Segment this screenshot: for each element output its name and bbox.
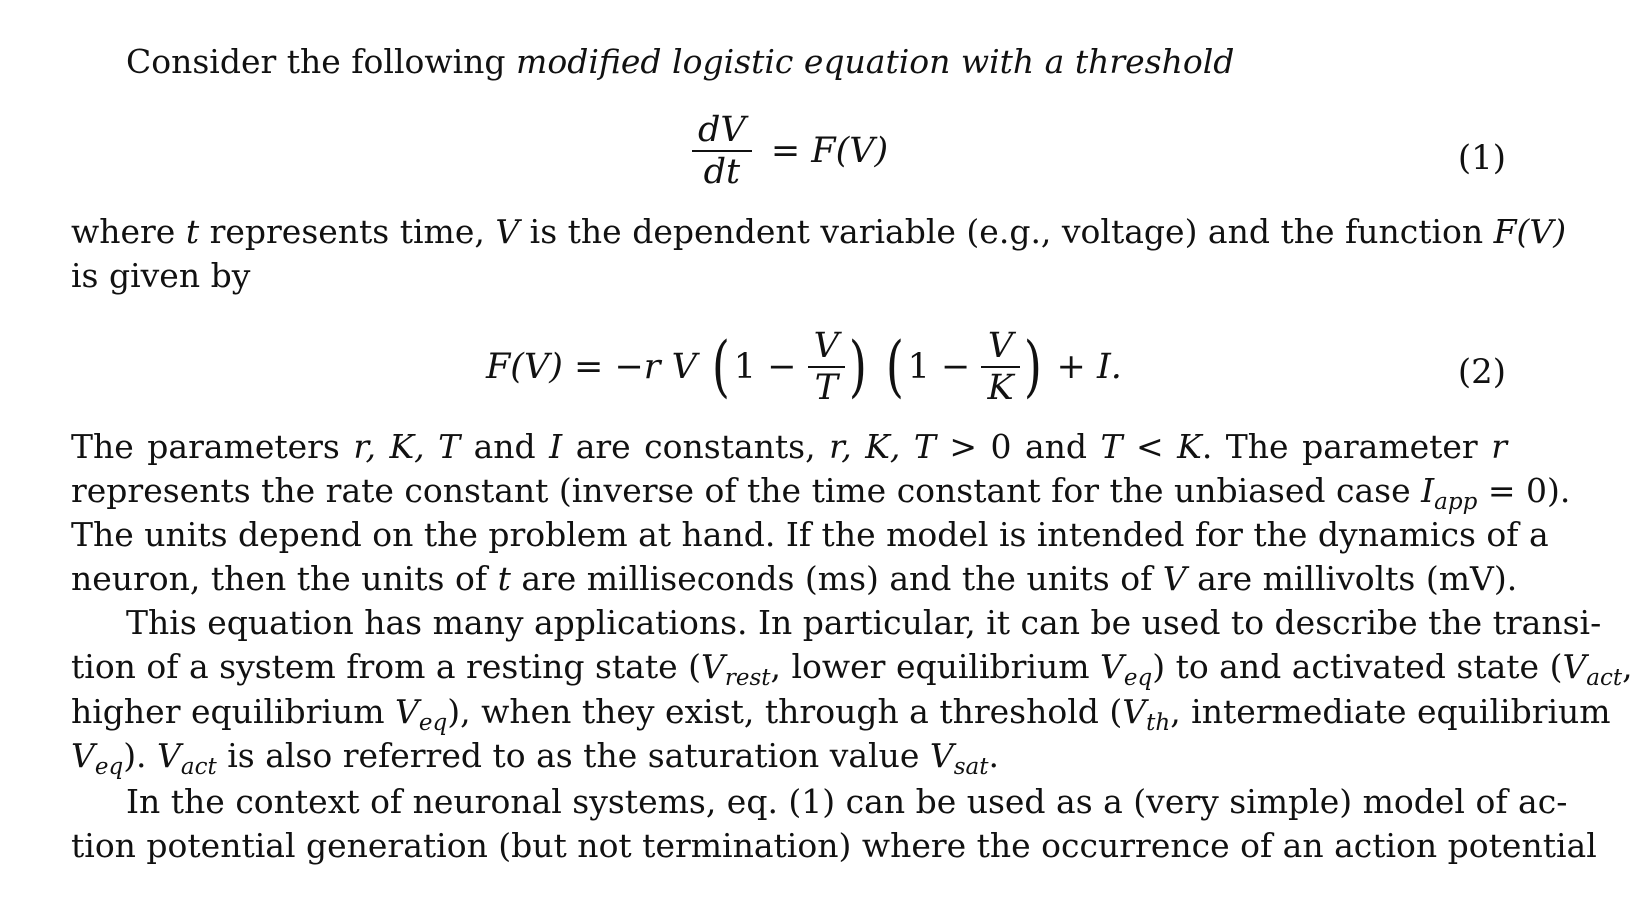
eq2-num1: V: [813, 326, 839, 366]
eq2-num2: V: [987, 326, 1014, 366]
eq2-paren-close-1: ): [848, 328, 867, 405]
eq1-rhs: = F(V): [770, 131, 889, 171]
p4-line-1: In the context of neuronal systems, eq. (1) can be used as a (very simple) model of ac-: [126, 782, 1568, 821]
intro-line: Consider the following modified logistic equation with a threshold: [126, 42, 1235, 81]
eq1-denominator: dt: [692, 150, 752, 192]
eq2-fraction-2: [981, 326, 1019, 408]
eq2-den1: T: [808, 366, 845, 408]
eq2-lhs: F(V) = −r V: [486, 347, 697, 387]
p1-line-1: where t represents time, V is the dependent variable (e.g., voltage) and the function F(V): [71, 212, 1567, 251]
p3-line-4: $V_{eq}$). $V_{act}$ is also referred to as the saturation value $V_{sat}$.: [71, 736, 999, 780]
equation-1-number: (1): [1457, 138, 1506, 178]
intro-emphasis: modified logistic equation with a threshold: [516, 42, 1235, 81]
eq2-den2: K: [981, 366, 1019, 408]
eq2-paren-close-2: ): [1023, 328, 1042, 405]
eq1-fraction: [692, 110, 752, 192]
equation-2: [486, 326, 1122, 408]
eq2-paren-open-2: (: [885, 328, 904, 405]
p2-line-1: The parameters r, K, T and I are constants, r, K, T > 0 and T < K. The parameter r: [71, 427, 1507, 466]
eq1-numerator: dV: [698, 110, 746, 150]
p4-line-2: tion potential generation (but not termination) where the occurrence of an action potential: [71, 826, 1597, 865]
eq2-one-minus-1: 1 −: [733, 347, 797, 387]
p2-line-3: The units depend on the problem at hand. If the model is intended for the dynamics of a: [71, 515, 1549, 554]
eq2-fraction-1: [808, 326, 845, 408]
p1-line-2: is given by: [71, 256, 251, 295]
equation-1: [692, 110, 888, 192]
eq2-one-minus-2: 1 −: [907, 347, 971, 387]
equation-2-number: (2): [1457, 352, 1506, 392]
p2-line-2: represents the rate constant (inverse of the time constant for the unbiased case $I_{app} = 0$).: [71, 471, 1571, 515]
p3-line-3: higher equilibrium $V_{eq}$), when they exist, through a threshold ($V_{th}$, intermediate equilibrium: [71, 692, 1611, 736]
eq2-tail: + I.: [1056, 347, 1122, 387]
p2-line-4: neuron, then the units of t are milliseconds (ms) and the units of V are millivolts (mV).: [71, 559, 1518, 598]
eq2-paren-open-1: (: [711, 328, 730, 405]
p3-line-1: This equation has many applications. In particular, it can be used to describe the transi-: [126, 603, 1602, 642]
p3-line-2: tion of a system from a resting state ($V_{rest}$, lower equilibrium $V_{eq}$) to and activated state ($V_{act}$,: [71, 647, 1633, 691]
